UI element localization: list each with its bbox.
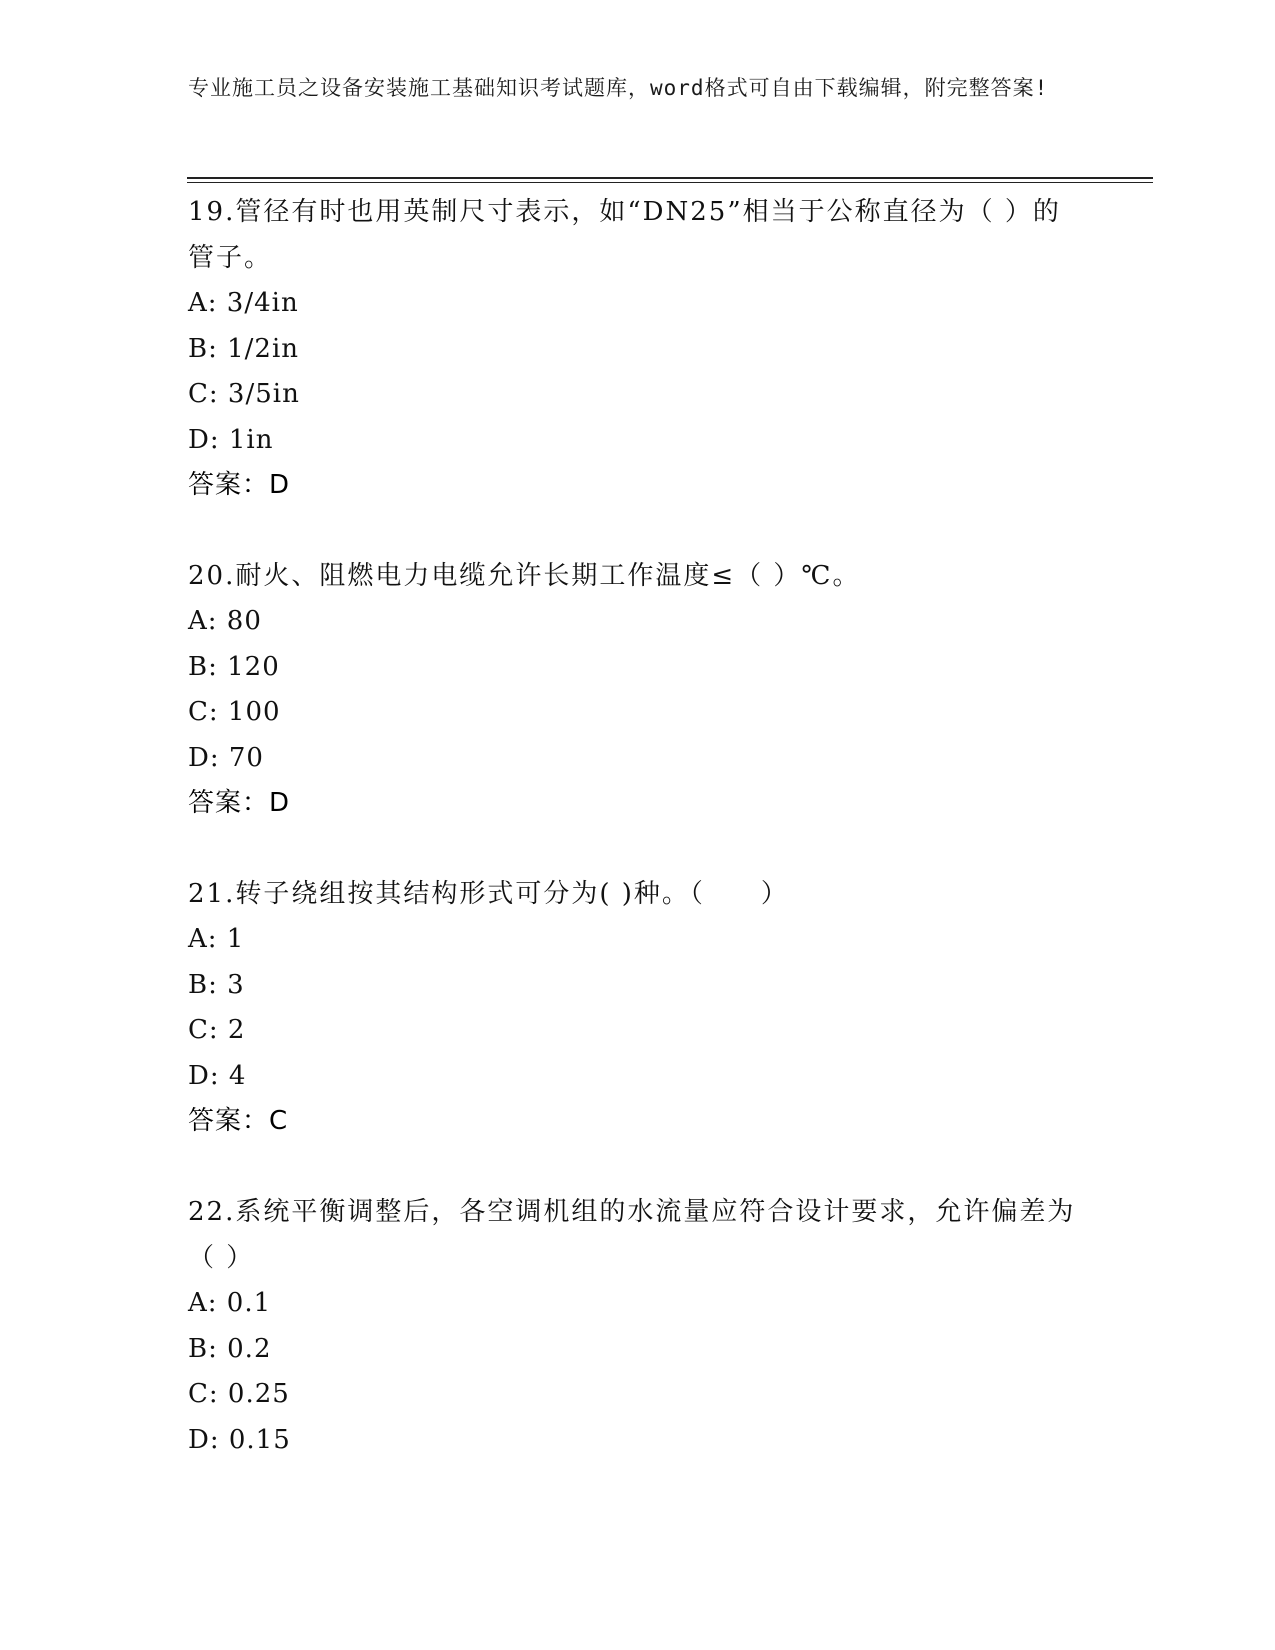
question-22 <box>188 1189 1088 1463</box>
option-b: B: 3 <box>188 969 245 1000</box>
option-c: C: 0.25 <box>188 1379 290 1410</box>
option-b: B: 1/2in <box>188 333 300 364</box>
question-stem: 19.管径有时也用英制尺寸表示，如“DN25”相当于公称直径为（ ）的管子。 <box>188 197 1061 273</box>
question-19 <box>188 189 1088 508</box>
option-b: B: 0.2 <box>188 1333 272 1364</box>
question-21 <box>188 871 1088 1144</box>
option-d: D: 1in <box>188 424 274 455</box>
option-a: A: 1 <box>188 924 245 954</box>
answer-line: 答案：C <box>188 1106 289 1137</box>
option-d: D: 4 <box>188 1060 247 1091</box>
question-20 <box>188 553 1088 826</box>
option-a: A: 3/4in <box>188 288 299 318</box>
answer-line: 答案：D <box>188 788 291 819</box>
question-stem: 20.耐火、阻燃电力电缆允许长期工作温度≤（ ）℃。 <box>188 561 861 591</box>
question-stem: 22.系统平衡调整后，各空调机组的水流量应符合设计要求，允许偏差为（ ） <box>188 1197 1076 1273</box>
header-divider-thin <box>187 182 1153 183</box>
answer-line: 答案：D <box>188 470 291 501</box>
page-header-title: 专业施工员之设备安装施工基础知识考试题库，word格式可自由下载编辑，附完整答案! <box>188 76 1049 100</box>
question-stem: 21.转子绕组按其结构形式可分为( )种。（ ） <box>188 879 789 909</box>
option-c: C: 2 <box>188 1015 246 1046</box>
header-divider-thick <box>187 177 1153 179</box>
option-d: D: 0.15 <box>188 1424 291 1455</box>
option-a: A: 80 <box>188 606 262 636</box>
option-d: D: 70 <box>188 742 264 773</box>
option-b: B: 120 <box>188 651 280 682</box>
option-c: C: 100 <box>188 697 281 728</box>
option-a: A: 0.1 <box>188 1288 272 1318</box>
option-c: C: 3/5in <box>188 379 300 410</box>
